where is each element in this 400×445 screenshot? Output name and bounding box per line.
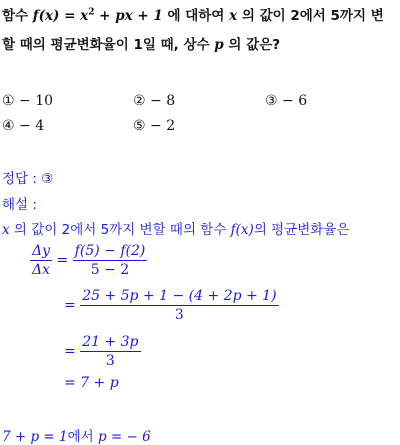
solution-conclusion — [2, 425, 151, 445]
fraction-dy-dx — [30, 242, 52, 279]
question-text: 의 값은? — [223, 37, 281, 53]
choice-value: − 4 — [19, 118, 45, 134]
fraction-denominator: 3 — [105, 353, 115, 369]
choice-value: − 8 — [150, 93, 176, 109]
question-text: 에 대하여 — [162, 8, 230, 24]
equation-step-1 — [30, 242, 147, 279]
fraction-numerator: Δy — [32, 243, 51, 259]
question-line-2 — [2, 33, 280, 53]
equation-step-3 — [64, 333, 141, 370]
var-x: x — [2, 222, 10, 238]
var-x: x — [229, 8, 238, 24]
choice-1[interactable] — [2, 93, 53, 109]
choice-2[interactable] — [133, 93, 175, 109]
function-f: f(x) — [32, 8, 60, 24]
fraction-numerator: f(5) − f(2) — [74, 243, 146, 259]
fraction-step-1 — [73, 242, 148, 279]
answer-label: 정답 : ③ — [2, 171, 54, 187]
question-text: 함수 — [2, 8, 33, 24]
expression-rest: + px + 1 — [94, 8, 163, 24]
equation-step-4: = 7 + p — [64, 375, 119, 391]
choice-mark: ④ — [2, 118, 15, 134]
fraction-denominator: 3 — [174, 307, 184, 323]
question-text: 의 값이 2에서 5까지 변 — [237, 8, 384, 24]
result: p = − 6 — [97, 429, 151, 445]
equals-sign: = — [64, 297, 81, 314]
equation: 7 + p = 1 — [2, 429, 68, 445]
choice-value: − 10 — [19, 93, 54, 109]
solution-intro — [2, 218, 349, 238]
choice-value: − 6 — [282, 93, 308, 109]
choice-value: − 2 — [150, 118, 176, 134]
fraction-numerator: 21 + 3p — [82, 334, 139, 350]
choice-mark: ② — [133, 93, 146, 109]
exponent: 2 — [88, 7, 95, 18]
solution-label: 해설 : — [2, 197, 37, 213]
var-x: x — [80, 8, 89, 24]
equation-step-2 — [64, 287, 279, 324]
fraction-denominator: Δx — [32, 262, 51, 278]
solution-text: 의 값이 2에서 5까지 변할 때의 함수 — [9, 222, 231, 238]
fraction-step-2 — [80, 287, 278, 324]
fraction-numerator: 25 + 5p + 1 − (4 + 2p + 1) — [82, 288, 277, 304]
choice-3[interactable] — [265, 93, 307, 109]
choice-mark: ① — [2, 93, 15, 109]
var-p: p — [214, 37, 224, 53]
fraction-step-3 — [80, 333, 140, 370]
function-f: f(x) — [230, 222, 254, 238]
solution-text: 의 평균변화율은 — [253, 222, 350, 238]
choice-4[interactable] — [2, 118, 44, 134]
choice-5[interactable] — [133, 118, 175, 134]
equals-sign: = — [64, 343, 81, 360]
choice-mark: ③ — [265, 93, 278, 109]
solution-text: 에서 — [67, 429, 98, 445]
question-line-1 — [2, 4, 384, 24]
equals-sign: = — [59, 8, 81, 24]
equals-sign: = — [52, 252, 73, 269]
question-text: 할 때의 평균변화율이 1일 때, 상수 — [2, 37, 215, 53]
fraction-denominator: 5 − 2 — [90, 262, 130, 278]
choice-mark: ⑤ — [133, 118, 146, 134]
